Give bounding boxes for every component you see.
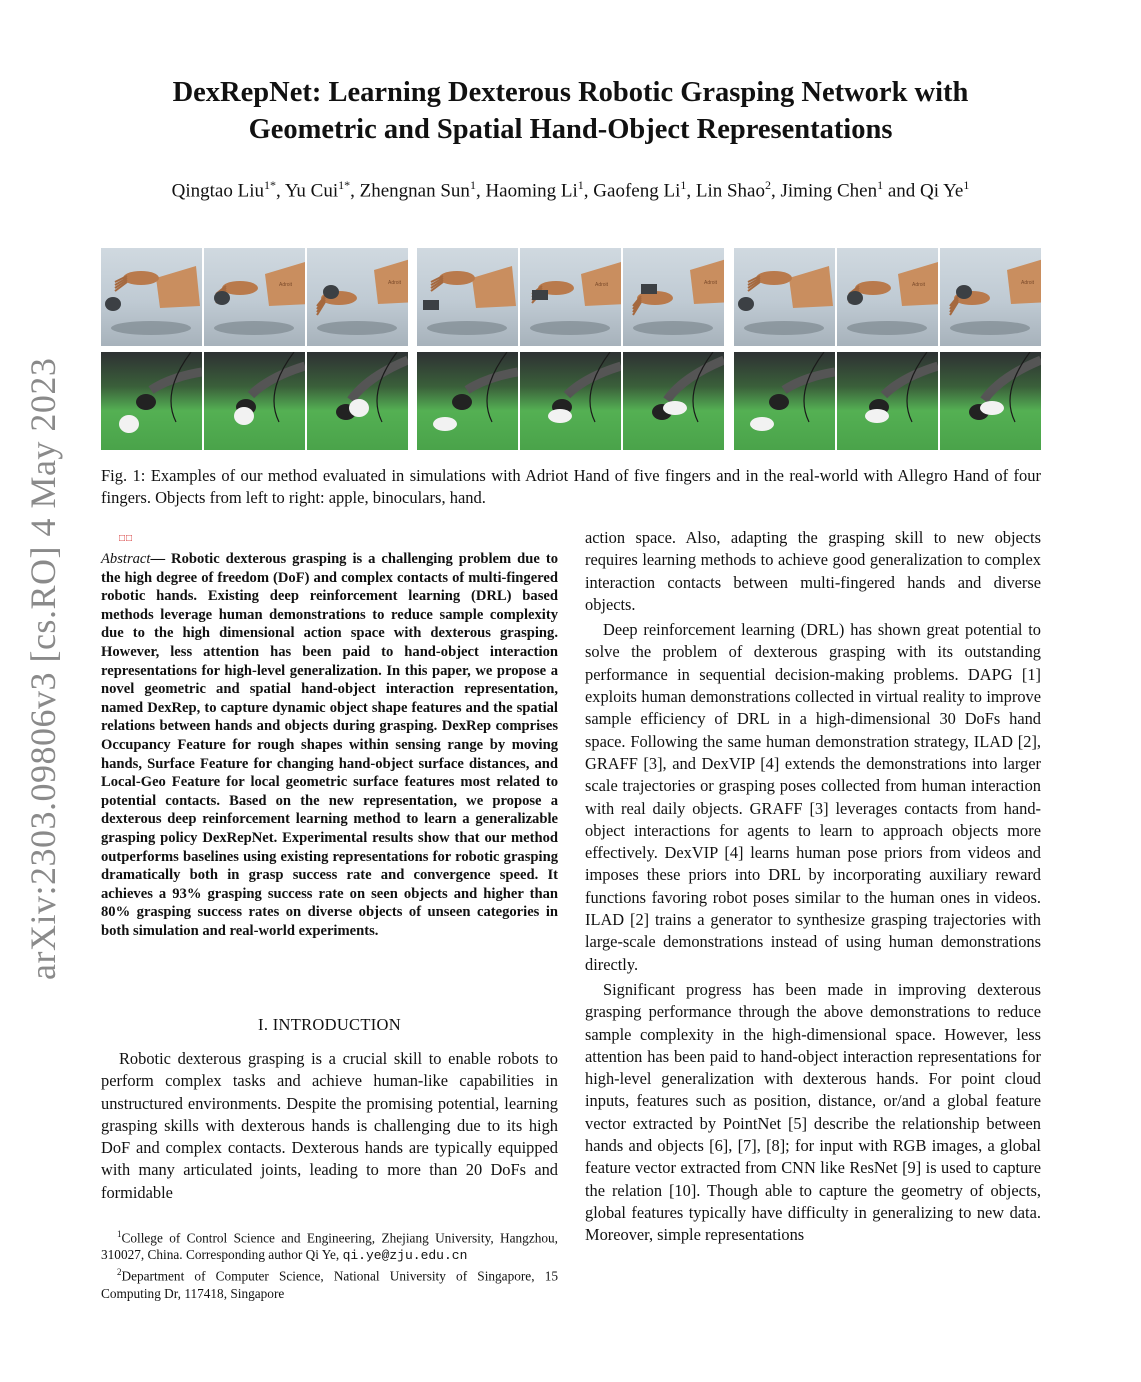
robot-label: Adroit bbox=[704, 280, 718, 286]
simulation-frame bbox=[940, 248, 1041, 346]
author-name: Qingtao Liu bbox=[171, 180, 265, 202]
simulation-frame bbox=[101, 248, 202, 346]
footnote-1 bbox=[101, 1226, 558, 1264]
title-line-1: DexRepNet: Learning Dexterous Robotic Grasping Network with bbox=[172, 77, 969, 108]
footnote-2 bbox=[101, 1264, 558, 1301]
figure-group-binoculars bbox=[417, 248, 724, 451]
stray-glyph: □□ bbox=[119, 533, 134, 544]
simulation-frame bbox=[307, 248, 408, 346]
simulation-frame bbox=[837, 248, 938, 346]
paper-title bbox=[100, 74, 1041, 148]
real-world-frame bbox=[623, 352, 724, 450]
abstract-lead: Abstract bbox=[101, 551, 151, 567]
author-affiliation-marker: 1* bbox=[338, 178, 351, 192]
real-world-frame bbox=[734, 352, 835, 450]
real-world-frame bbox=[520, 352, 621, 450]
simulation-frame bbox=[417, 248, 518, 346]
footnote-1-text: College of Control Science and Engineering, Zhejiang University, Hangzhou, 310027, China. Corresponding author Qi Ye, bbox=[101, 1230, 558, 1263]
right-paragraph-1: action space. Also, adapting the grasping skill to new objects requires learning methods to achieve good generalization to complex interaction contacts between multi-fingered hands and diverse objects. bbox=[585, 528, 1041, 614]
author-name: Lin Shao bbox=[695, 180, 765, 202]
real-world-frame bbox=[204, 352, 305, 450]
real-world-frame bbox=[940, 352, 1041, 450]
figure-caption: Fig. 1: Examples of our method evaluated in simulations with Adriot Hand of five fingers and in the real-world with Allegro Hand of four fingers. Objects from left to right: apple, binoculars, hand. bbox=[101, 466, 1041, 507]
author-affiliation-marker: 1 bbox=[680, 178, 687, 192]
abstract-body: Robotic dexterous grasping is a challenging problem due to the high degree of freedom (DoF) and complex contacts of multi-fingered robotic hands. Existing deep reinforcement learning (DRL) based methods leverage human demonstrations to reduce sample complexity due to the high dimensional action space with dexterous grasping. However, less attention has been paid to hand-object interaction representations for high-level generalization. In this paper, we propose a novel geometric and spatial hand-object interaction representation, named DexRep, to capture dynamic object shape features and the spatial relations between hands and objects during grasping. DexRep comprises Occupancy Feature for rough shapes within sensing range by moving hands, Surface Feature for changing hand-object surface distances, and Local-Geo Feature for local geometric surface features most related to potential contacts. Based on the new representation, we propose a dexterous deep reinforcement learning method to learn a generalizable grasping policy DexRepNet. Experimental results show that our method outperforms baselines using existing representations for robotic grasping dramatically both in grasp success rate and convergence speed. It achieves a 93% grasping success rate on seen objects and higher than 80% grasping success rates on diverse objects of unseen categories in both simulation and real-world experiments. bbox=[101, 551, 558, 939]
simulation-frame bbox=[520, 248, 621, 346]
abstract-dash: — bbox=[150, 551, 166, 567]
real-world-frame bbox=[307, 352, 408, 450]
intro-left-column bbox=[101, 1048, 558, 1204]
author-name: Haoming Li bbox=[485, 180, 578, 202]
right-column bbox=[585, 527, 1041, 1247]
author-name: Yu Cui bbox=[284, 180, 339, 202]
author-name: Jiming Chen bbox=[780, 180, 878, 202]
footnote-2-text: Department of Computer Science, National University of Singapore, 15 Computing Dr, 117418, Singapore bbox=[101, 1268, 558, 1301]
author-affiliation-marker: 1 bbox=[577, 178, 584, 192]
robot-label: Adroit bbox=[912, 282, 926, 288]
author-affiliation-marker: 2 bbox=[765, 178, 771, 192]
author-affiliation-marker: 1 bbox=[469, 178, 476, 192]
robot-label: Adroit bbox=[279, 282, 293, 288]
title-line-2: Geometric and Spatial Hand-Object Representations bbox=[248, 114, 893, 145]
footnote-1-email[interactable]: qi.ye@zju.edu.cn bbox=[342, 1248, 468, 1264]
simulation-frame bbox=[734, 248, 835, 346]
figure-group-apple bbox=[101, 248, 408, 451]
simulation-frame bbox=[204, 248, 305, 346]
author-name: Zhengnan Sun bbox=[359, 180, 470, 202]
robot-label: Adroit bbox=[595, 282, 609, 288]
section-heading-introduction: I. INTRODUCTION bbox=[258, 1015, 401, 1034]
abstract bbox=[101, 550, 558, 940]
real-world-frame bbox=[837, 352, 938, 450]
author-list: Qingtao Liu$^{1*}$, Yu Cui$^{1*}$, Zhengnan Sun$^1$, Haoming Li$^1$, Gaofeng Li$^1$, Lin Shao$^2$, Jiming Chen$^1$ and Qi Ye$^1$ bbox=[171, 178, 970, 202]
arxiv-sidebar-id: arXiv:2303.09806v3 [cs.RO] 4 May 2023 bbox=[23, 357, 63, 980]
footnote-2-marker: 2 bbox=[117, 1267, 122, 1278]
robot-label: Adroit bbox=[1021, 280, 1035, 286]
footnote-1-marker: 1 bbox=[117, 1229, 122, 1239]
footnotes bbox=[101, 1226, 558, 1302]
right-paragraph-3: Significant progress has been made in improving dexterous grasping performance through the above demonstrations to reduce sample complexity in the high-dimensional space. However, less attention has been paid to hand-object interaction representations for high-level generalization with dexterous hands. For point cloud inputs, features such as position, distance, or/and a global feature vector extracted by PointNet [5] describe the relationship between hands and objects [6], [7], [8]; for input with RGB images, a global feature vector extracted from CNN like ResNet [9] is used to capture the relation [10]. Though able to capture the geometry of objects, global features typically have difficulty in generalizing to new data. Moreover, simple representations bbox=[585, 979, 1041, 1245]
author-affiliation-marker: 1 bbox=[877, 178, 884, 192]
figure-group-hand bbox=[734, 248, 1041, 451]
author-affiliation-marker: 1 bbox=[963, 178, 970, 192]
author-affiliation-marker: 1* bbox=[264, 178, 277, 192]
intro-paragraph-1: Robotic dexterous grasping is a crucial skill to enable robots to perform complex tasks and achieve human-like capabilities in unstructured environments. Despite the promising potential, learning grasping skills with dexterous hands is challenging due to its high DoF and complex contacts. Dexterous hands are typically equipped with many articulated joints, leading to more than 20 DoFs and formidable bbox=[101, 1049, 558, 1202]
right-paragraph-2: Deep reinforcement learning (DRL) has shown great potential to solve the problem of dexterous grasping with its outstanding performance in sequential decision-making problems. DAPG [1] exploits human demonstrations collected in virtual reality to improve sample efficiency of DRL in a high-dimensional 30 DoFs hand space. Following the same human demonstration strategy, ILAD [2], GRAFF [3], and DexVIP [4] extends the demonstrations into larger scale trajectories or grasping poses collected from human interaction with real daily objects. GRAFF [3] leverages contacts from hand-object interactions for agents to learn to approach objects more effectively. DexVIP [4] learns human pose priors from videos and imposes these priors into DRL by incorporating auxiliary reward functions favoring robot poses similar to the human ones in videos. ILAD [2] trains a generator to synthesize grasping trajectories with large-scale demonstrations instead of using human demonstrations directly. bbox=[585, 620, 1041, 974]
figure-1 bbox=[101, 248, 1041, 451]
simulation-frame bbox=[623, 248, 724, 346]
author-name: Qi Ye bbox=[920, 180, 964, 202]
real-world-frame bbox=[417, 352, 518, 450]
author-name: Gaofeng Li bbox=[593, 180, 681, 202]
robot-label: Adroit bbox=[388, 280, 402, 286]
real-world-frame bbox=[101, 352, 202, 450]
